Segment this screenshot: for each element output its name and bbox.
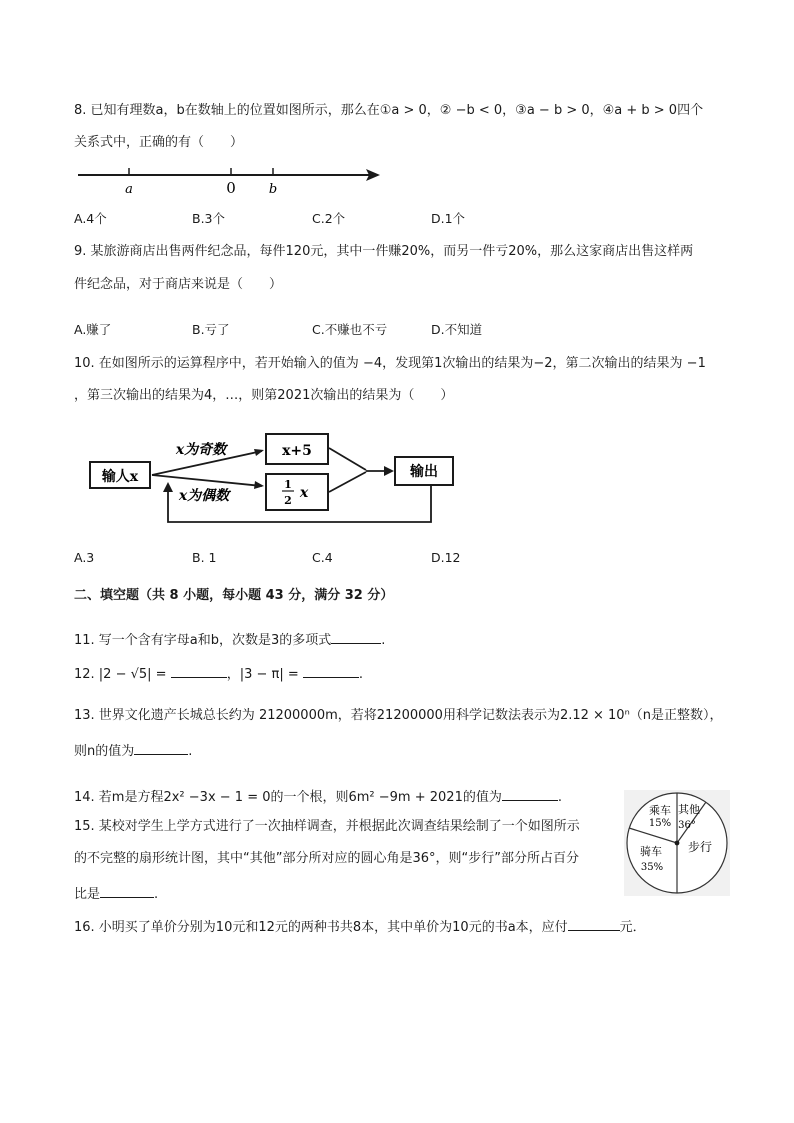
flow-arrowhead-odd: [254, 449, 264, 456]
q12-answer-blank-2[interactable]: [303, 663, 359, 678]
pie-center: [675, 841, 680, 846]
number-line-figure: [74, 160, 384, 204]
pie-label-ride: 乘车: [649, 804, 671, 817]
q9-option-a[interactable]: A.赚了: [74, 322, 112, 337]
q11-answer-blank[interactable]: [331, 629, 381, 644]
q11: [74, 629, 385, 650]
tick-label-0: 0: [226, 179, 236, 197]
flow-odd-op: x+5: [282, 443, 312, 459]
flow-odd-label: x为奇数: [175, 442, 227, 458]
tick-label-b: b: [268, 182, 278, 197]
q9-option-d[interactable]: D.不知道: [431, 322, 483, 337]
q9-option-c[interactable]: C.不赚也不亏: [312, 322, 388, 337]
q15-line1: 15. 某校对学生上学方式进行了一次抽样调查，并根据此次调查结果绘制了一个如图所示: [74, 819, 580, 834]
q10-option-a[interactable]: A.3: [74, 550, 95, 565]
q16-end: 元．: [619, 920, 646, 935]
q15-answer-blank[interactable]: [100, 883, 154, 898]
q13-line1: 13. 世界文化遗产长城总长约为 21200000m，若将21200000用科学记数法表示为2.12 × 10ⁿ（n是正整数），: [74, 708, 723, 723]
q14-answer-blank[interactable]: [502, 786, 558, 801]
q10-option-c[interactable]: C.4: [312, 550, 333, 565]
q15-end: .: [154, 887, 159, 902]
q14-end: .: [557, 790, 562, 805]
pie-value-ride: 15%: [648, 818, 672, 829]
q9-line2: 件纪念品，对于商店来说是（ ）: [74, 277, 283, 292]
q16-text: 16. 小明买了单价分别为10元和12元的两种书共8本，其中单价为10元的书a本，应付: [74, 920, 568, 935]
q10-option-b[interactable]: B. 1: [192, 550, 217, 565]
q9-line1: 9. 某旅游商店出售两件纪念品，每件120元，其中一件赚20%，而另一件亏20%，那么这家商店出售这样两: [74, 244, 694, 259]
q13-answer-blank[interactable]: [134, 740, 188, 755]
flow-input-label: 输人x: [101, 469, 139, 485]
q10-option-d[interactable]: D.12: [431, 550, 461, 565]
q8-option-b[interactable]: B.3个: [192, 211, 226, 226]
q12-end: .: [358, 667, 364, 682]
flowchart-figure: [86, 424, 466, 528]
flow-even-op-box: [266, 474, 328, 510]
q16: [74, 916, 646, 937]
flow-even-num: 1: [284, 478, 292, 491]
flow-even-den: 2: [284, 494, 292, 507]
flow-arrowhead-even: [254, 481, 264, 489]
q12-answer-blank-1[interactable]: [171, 663, 227, 678]
flow-merge-bottom: [329, 472, 366, 492]
q8-line2: 关系式中，正确的有（ ）: [74, 135, 244, 150]
pie-value-bike: 35%: [640, 862, 664, 873]
section-heading: 二、填空题（共 8 小题，每小题 43 分，满分 32 分）: [74, 588, 394, 603]
q10-line1: 10. 在如图所示的运算程序中，若开始输入的值为 −4，发现第1次输出的结果为−2，第二次输出的结果为 −1: [74, 356, 706, 371]
q8-option-c[interactable]: C.2个: [312, 211, 346, 226]
q12-text1: 12. |2 − √5| =: [74, 667, 167, 682]
pie-label-bike: 骑车: [640, 845, 662, 858]
tick-label-a: a: [125, 182, 133, 197]
q15-line3-wrap: [74, 883, 158, 904]
q8-option-d[interactable]: D.1个: [431, 211, 466, 226]
pie-label-walk: 步行: [687, 840, 713, 854]
pie-value-other: 36°: [678, 820, 696, 831]
q16-answer-blank[interactable]: [568, 916, 620, 931]
q15-line2: 的不完整的扇形统计图，其中“其他”部分所对应的圆心角是36°，则“步行”部分所占百分: [74, 851, 579, 866]
flow-merge-top: [329, 448, 366, 470]
q14: [74, 786, 562, 807]
q12: [74, 663, 363, 684]
q13-line2-wrap: [74, 740, 192, 761]
q8-option-a[interactable]: A.4个: [74, 211, 107, 226]
q10-line2: ，第三次输出的结果为4，…，则第2021次输出的结果为（ ）: [74, 388, 454, 403]
pie-label-other: 其他: [678, 803, 700, 816]
q9-option-b[interactable]: B.亏了: [192, 322, 230, 337]
flow-even-label: x为偶数: [178, 488, 230, 504]
q14-text: 14. 若m是方程2x² −3x − 1 = 0的一个根，则6m² −9m + 2021的值为: [74, 790, 502, 805]
q13-line2: 则n的值为: [74, 744, 135, 759]
pie-chart-figure: [624, 790, 730, 896]
flow-arrowhead-loop: [163, 482, 173, 492]
q11-end: .: [381, 633, 386, 648]
q11-text: 11. 写一个含有字母a和b，次数是3的多项式: [74, 633, 332, 648]
q15-line3: 比是: [74, 887, 101, 902]
q13-end: .: [188, 744, 193, 759]
flow-even-var: x: [299, 485, 309, 501]
q8-line1: 8. 已知有理数a，b在数轴上的位置如图所示，那么在①a > 0，② −b < 0，③a − b > 0，④a + b > 0四个: [74, 103, 704, 118]
flow-arrowhead-output: [384, 466, 394, 476]
flow-output-label: 输出: [410, 464, 438, 480]
q12-text2: ，|3 − π| =: [226, 667, 299, 682]
